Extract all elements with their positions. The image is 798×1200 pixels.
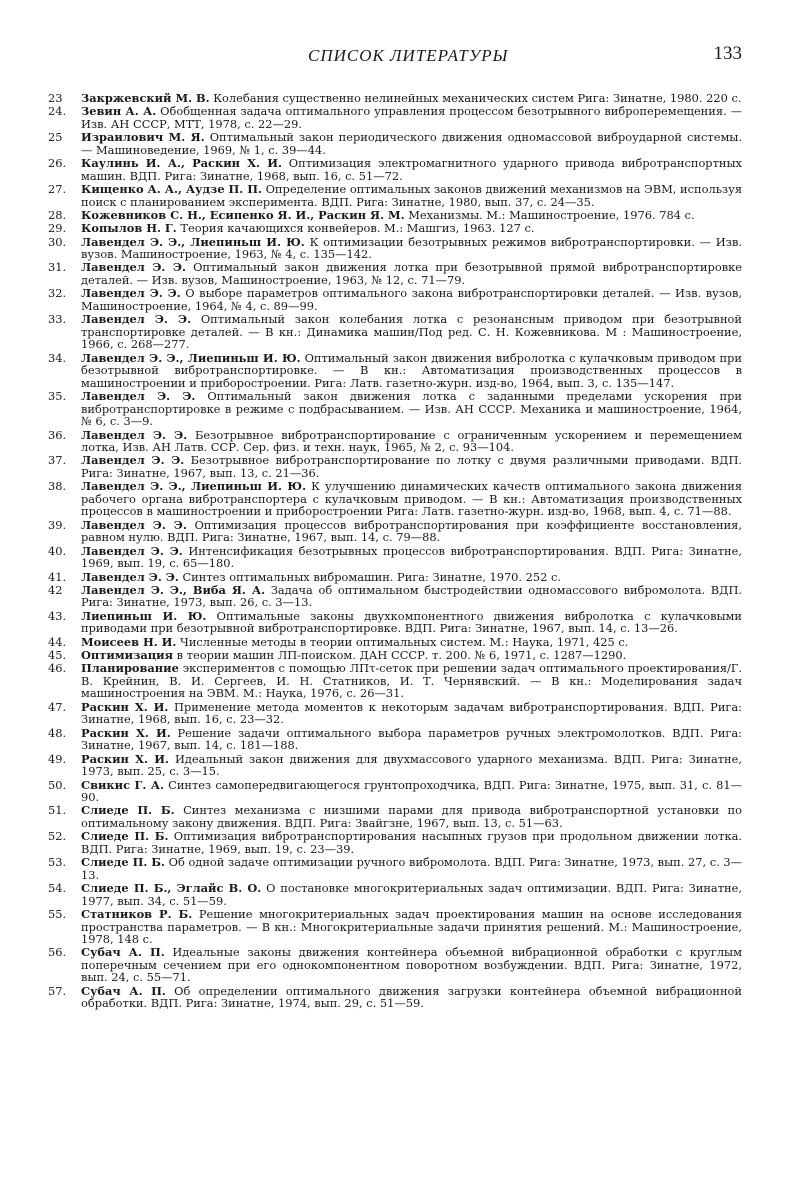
reference-number: 50. xyxy=(48,777,67,792)
reference-text: О выборе параметров оптимального закона вибротранспортировки деталей. — Изв. вузов, Машиностроение, 1964, № 4, с. 89—99. xyxy=(81,286,742,313)
reference-number: 46. xyxy=(48,661,67,676)
reference-text: Оптимальный закон движения вибролотка с кулачковым приводом при безотрывной вибротранспортировке. — В кн.: Автоматизация производственных процессов в машиностроении и приборостроении. Рига: Латв. газетно-журн. изд-во, 1964, вып. 3, с. 135—147. xyxy=(81,350,743,390)
reference-number: 25 xyxy=(48,130,63,145)
reference-number: 26. xyxy=(48,156,67,171)
reference-item xyxy=(48,545,742,570)
reference-author: Лавендел Э. Э., Виба Я. А. xyxy=(81,582,266,597)
reference-text: Идеальные законы движения контейнера объемной вибрационной обработки с круглым поперечным сечением при его однокомпонентном поворотном возбуждении. ВДП. Рига: Зинатне, 1972, вып. 24, с. 55—71. xyxy=(81,945,742,985)
reference-author: Лавендел Э. Э. xyxy=(81,517,187,532)
reference-number: 30. xyxy=(48,234,67,249)
reference-text: Об определении оптимального движения загрузки контейнера объемной вибрационной обработки. ВДП. Рига: Зинатне, 1974, вып. 29, с. 51—59. xyxy=(81,983,743,1011)
reference-text: Колебания существенно нелинейных механических систем Рига: Зинатне, 1980. 220 с. xyxy=(213,91,742,105)
reference-number: 45. xyxy=(48,648,67,663)
reference-text: Оптимальный закон движения лотка с заданными пределами ускорения при вибротранспортировке в режиме с подбрасыванием. — Изв. АН СССР. Механика и машиностроение, 1964, № 6, с. 3—9. xyxy=(81,389,742,429)
reference-author: Лавендел Э. Э. xyxy=(81,286,181,301)
reference-item xyxy=(48,584,742,609)
reference-number: 23 xyxy=(48,91,63,105)
reference-item xyxy=(48,610,742,635)
reference-text: Оптимальный закон колебания лотка с резонансным приводом при безотрывной транспортировке деталей. — В кн.: Динамика машин/Под ред. С. Н. Кожевникова. М : Машиностроение, 1966, с. 268—277. xyxy=(81,312,742,352)
reference-item xyxy=(48,830,742,855)
reference-number: 34. xyxy=(48,350,67,365)
reference-author: Планирование xyxy=(81,661,179,676)
reference-item xyxy=(48,804,742,829)
reference-number: 39. xyxy=(48,517,67,532)
reference-author: Слиеде П. Б., Эглайс В. О. xyxy=(81,881,262,896)
reference-text: Оптимизация процессов вибротранспортирования при коэффициенте восстановления, равном нулю. ВДП. Рига: Зинатне, 1967, вып. 14, с. 79—88. xyxy=(81,517,742,545)
reference-number: 55. xyxy=(48,906,67,921)
reference-number: 43. xyxy=(48,608,67,623)
reference-author: Лавендел Э. Э. xyxy=(81,569,179,584)
reference-item xyxy=(48,946,742,984)
reference-text: Идеальный закон движения для двухмассового ударного механизма. ВДП. Рига: Зинатне, 1973, вып. 25, с. 3—15. xyxy=(81,751,742,779)
reference-item xyxy=(48,157,742,182)
reference-item xyxy=(48,856,742,881)
reference-text: Оптимизация электромагнитного ударного привода вибротранспортных машин. ВДП. Рига: Зинатне, 1968, вып. 16, с. 51—72. xyxy=(81,156,742,183)
reference-item xyxy=(48,105,742,130)
reference-number: 27. xyxy=(48,182,67,197)
reference-text: Безотрывное вибротранспортирование по лотку с двумя различными приводами. ВДП. Рига: Зинатне, 1967, вып. 13, с. 21—36. xyxy=(81,453,742,481)
reference-author: Моисеев Н. И. xyxy=(81,634,177,649)
reference-text: Синтез механизма с низшими парами для привода вибротранспортной установки по оптимальному закону движения. ВДП. Рига: Звайгзне, 1967, вып. 13, с. 51—63. xyxy=(81,803,743,830)
reference-text: Безотрывное вибротранспортирование с ограниченным ускорением и перемещением лотка, Изв. АН Латв. ССР. Сер. физ. и техн. наук, 1965, № 2, с. 93—104. xyxy=(81,427,742,455)
reference-item xyxy=(48,131,742,156)
reference-item xyxy=(48,636,742,649)
reference-number: 51. xyxy=(48,803,67,818)
reference-author: Лавендел Э. Э., Лиепиньш И. Ю. xyxy=(81,350,301,365)
reference-text: Решение задачи оптимального выбора параметров ручных электромолотков. ВДП. Рига: Зинатне, 1967, вып. 14, с. 181—188. xyxy=(81,725,743,753)
reference-text: Механизмы. М.: Машиностроение, 1976. 784 с. xyxy=(408,207,695,222)
reference-author: Лиепиньш И. Ю. xyxy=(81,608,207,623)
reference-text: К улучшению динамических качеств оптимального закона движения рабочего органа вибротранспортера с кулачковым приводом. — В кн.: Автоматизация производственных процессов в машиностроении и приборостроении Рига: Латв. газетно-журн. изд-во, 1968, вып. 4, с. 71—88. xyxy=(81,479,743,519)
reference-text: Определение оптимальных законов движений механизмов на ЭВМ, используя поиск с планированием эксперимента. ВДП. Рига: Зинатне, 1980, вып. 37, с. 24—35. xyxy=(81,182,742,209)
reference-number: 29. xyxy=(48,221,67,236)
reference-number: 53. xyxy=(48,855,67,870)
reference-author: Слиеде П. Б. xyxy=(81,829,169,844)
reference-text: Интенсификация безотрывных процессов вибротранспортирования. ВДП. Рига: Зинатне, 1969, вып. 19, с. 65—180. xyxy=(81,543,742,571)
reference-item xyxy=(48,701,742,726)
reference-author: Кожевников С. Н., Есипенко Я. И., Раскин Я. М. xyxy=(81,207,405,222)
section-title: СПИСОК ЛИТЕРАТУРЫ xyxy=(308,46,509,65)
reference-item xyxy=(48,429,742,454)
reference-item xyxy=(48,454,742,479)
reference-author: Лавендел Э. Э. xyxy=(81,312,192,327)
reference-item xyxy=(48,662,742,700)
reference-number: 35. xyxy=(48,389,67,404)
reference-number: 36. xyxy=(48,427,67,442)
reference-item xyxy=(48,908,742,946)
reference-number: 31. xyxy=(48,260,67,275)
reference-author: Закржевский М. В. xyxy=(81,91,210,105)
reference-number: 57. xyxy=(48,983,67,998)
reference-text: Синтез оптимальных вибромашин. Рига: Зинатне, 1970. 252 с. xyxy=(182,569,562,584)
reference-item xyxy=(48,390,742,428)
reference-item xyxy=(48,313,742,351)
reference-text: Обобщенная задача оптимального управления процессом безотрывного виброперемещения. — Изв. АН СССР, МТТ, 1978, с. 22—29. xyxy=(81,104,742,131)
reference-author: Статников Р. Б. xyxy=(81,906,193,921)
reference-number: 28. xyxy=(48,207,67,222)
reference-number: 41. xyxy=(48,569,67,584)
reference-number: 24. xyxy=(48,104,67,119)
reference-text: Оптимальный закон периодического движения одномассовой виброударной системы. — Машиноведение, 1969, № 1, с. 39—44. xyxy=(81,130,742,157)
reference-text: Оптимизация вибротранспортирования насыпных грузов при продольном движении лотка. ВДП. Рига: Зинатне, 1969, вып. 19, с. 23—39. xyxy=(81,829,742,856)
reference-item xyxy=(48,753,742,778)
reference-author: Слиеде П. Б. xyxy=(81,855,165,870)
reference-author: Субач А. П. xyxy=(81,945,165,960)
reference-author: Каулинь И. А., Раскин Х. И. xyxy=(81,156,282,171)
reference-author: Лавендел Э. Э. xyxy=(81,453,185,468)
reference-author: Свикис Г. А. xyxy=(81,777,164,792)
reference-number: 49. xyxy=(48,751,67,766)
reference-item xyxy=(48,92,742,105)
reference-author: Раскин Х. И. xyxy=(81,699,169,714)
reference-number: 38. xyxy=(48,479,67,494)
page-number: 133 xyxy=(713,43,742,64)
reference-author: Раскин Х. И. xyxy=(81,751,169,766)
reference-item xyxy=(48,222,742,235)
reference-item xyxy=(48,183,742,208)
reference-author: Копылов Н. Г. xyxy=(81,221,177,236)
reference-author: Субач А. П. xyxy=(81,983,166,998)
reference-number: 48. xyxy=(48,725,67,740)
reference-text: Численные методы в теории оптимальных систем. М.: Наука, 1971, 425 с. xyxy=(180,634,629,649)
reference-item xyxy=(48,571,742,584)
reference-item xyxy=(48,352,742,390)
reference-text: Задача об оптимальном быстродействии одномассового вибромолота. ВДП. Рига: Зинатне, 1973, вып. 26, с. 3—13. xyxy=(81,582,742,610)
reference-item xyxy=(48,985,742,1010)
reference-text: Оптимальные законы двухкомпонентного движения вибролотка с кулачковыми приводами при безотрывной вибротранспортировке. ВДП. Рига: Зинатне, 1967, вып. 14, с. 13—26. xyxy=(81,608,742,636)
reference-number: 37. xyxy=(48,453,67,468)
reference-author: Лавендел Э. Э. xyxy=(81,427,188,442)
reference-author: Лавендел Э. Э., Лиепиньш И. Ю. xyxy=(81,234,305,249)
reference-item xyxy=(48,480,742,518)
reference-text: Оптимальный закон движения лотка при безотрывной прямой вибротранспортировке деталей. — Изв. вузов, Машиностроение, 1963, № 12, с. 71—79. xyxy=(81,260,742,288)
reference-author: Израилович М. Я. xyxy=(81,130,205,145)
reference-author: Лавендел Э. Э., Лиепиньш И. Ю. xyxy=(81,479,307,494)
reference-text: Применение метода моментов к некоторым задачам вибротранспортирования. ВДП. Рига: Зинатне, 1968, вып. 16, с. 23—32. xyxy=(81,699,743,727)
reference-item xyxy=(48,779,742,804)
reference-item xyxy=(48,236,742,261)
reference-item xyxy=(48,287,742,312)
reference-number: 56. xyxy=(48,945,67,960)
reference-number: 52. xyxy=(48,829,67,844)
reference-author: Раскин Х. И. xyxy=(81,725,171,740)
reference-number: 42 xyxy=(48,582,63,597)
reference-number: 33. xyxy=(48,312,67,327)
reference-text: О постановке многокритериальных задач оптимизации. ВДП. Рига: Зинатне, 1977, вып. 34, с. 51—59. xyxy=(81,881,742,908)
reference-text: Решение многокритериальных задач проектирования машин на основе исследования пространства параметров. — В кн.: Многокритериальные задачи принятия решений. М.: Машиностроение, 1978, 148 с. xyxy=(81,906,743,947)
reference-text: Об одной задаче оптимизации ручного вибромолота. ВДП. Рига: Зинатне, 1973, вып. 27, с. 3—13. xyxy=(81,855,742,882)
reference-text: Теория качающихся конвейеров. М.: Машгиз, 1963. 127 с. xyxy=(180,221,535,236)
reference-list xyxy=(48,92,742,1011)
reference-item xyxy=(48,882,742,907)
reference-author: Лавендел Э. Э. xyxy=(81,260,186,275)
page-header xyxy=(0,43,798,76)
reference-author: Оптимизация xyxy=(81,648,174,663)
reference-item xyxy=(48,649,742,662)
reference-author: Зевин А. А. xyxy=(81,104,157,119)
reference-item xyxy=(48,209,742,222)
reference-number: 54. xyxy=(48,881,67,896)
reference-number: 32. xyxy=(48,286,67,301)
reference-number: 40. xyxy=(48,543,67,558)
reference-author: Лавендел Э. Э. xyxy=(81,389,196,404)
reference-author: Слиеде П. Б. xyxy=(81,803,175,818)
reference-number: 47. xyxy=(48,699,67,714)
reference-text: Синтез самопередвигающегося грунтопроходчика, ВДП. Рига: Зинатне, 1975, вып. 31, с. 81—90. xyxy=(81,777,742,805)
reference-author: Лавендел Э. Э. xyxy=(81,543,183,558)
reference-text: в теории машин ЛП-поиском. ДАН СССР. т. 200. № 6, 1971, с. 1287—1290. xyxy=(176,648,627,663)
reference-item xyxy=(48,519,742,544)
reference-item xyxy=(48,261,742,286)
reference-text: К оптимизации безотрывных режимов вибротранспортировки. — Изв. вузов. Машиностроение, 1963, № 4, с. 135—142. xyxy=(81,234,742,262)
reference-text: экспериментов с помощью ЛПτ-сеток при решении задач оптимального проектирования/Г. В. Крейнин, В. И. Сергеев, И. Н. Статников, И. Т. Чернявский. — В кн.: Моделирования задач машиностроения на ЭВМ. М.: Наука, 1976, с. 26—31. xyxy=(81,661,743,701)
reference-author: Кищенко А. А., Аудзе П. П. xyxy=(81,182,262,197)
reference-item xyxy=(48,727,742,752)
reference-number: 44. xyxy=(48,634,67,649)
